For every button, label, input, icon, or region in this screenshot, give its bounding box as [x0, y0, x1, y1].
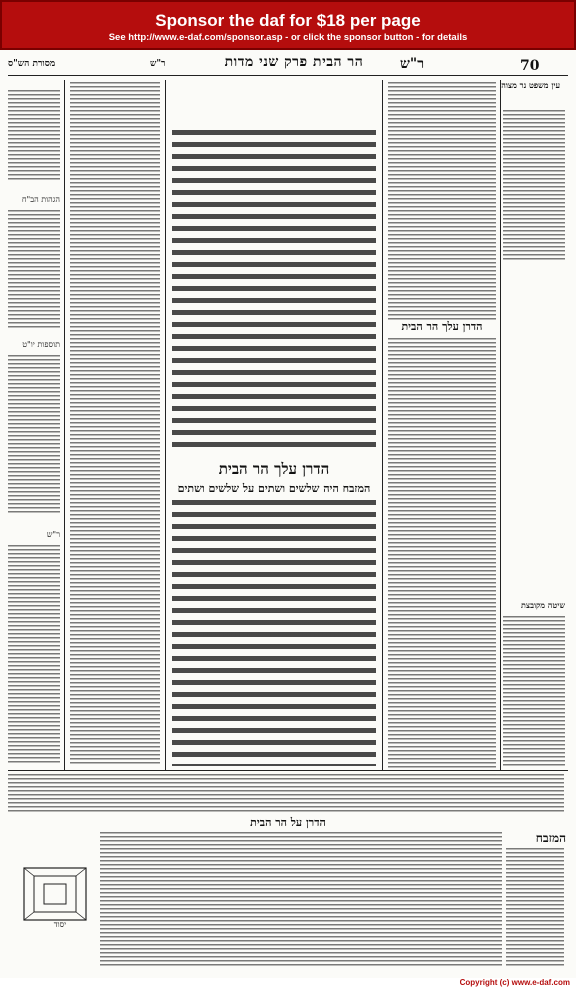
- margin-tosafot-yomtov: תוספות יו"ט: [22, 340, 60, 349]
- commentary-left: [70, 82, 160, 766]
- rule-right-margin: [500, 80, 501, 770]
- header-small-center: ר"ש: [150, 59, 166, 69]
- rule-right-commentary: [382, 80, 383, 770]
- folio-left-label: ר"ש: [400, 56, 425, 72]
- header-mesoret: מסורת הש"ס: [8, 59, 56, 69]
- running-head: הר הבית פרק שני מדות: [224, 54, 364, 70]
- commentary-right-upper: [388, 82, 496, 320]
- mishnah-opening: המזבח היה שלשים ושתים על שלשים ושתים: [172, 482, 376, 495]
- lower-text-main: [100, 832, 502, 968]
- sponsor-subtitle[interactable]: See http://www.e-daf.com/sponsor.asp - or click the sponsor button - for details: [108, 32, 468, 43]
- header-ein-mishpat: עין משפט נר מצוה: [501, 80, 560, 90]
- lower-text-right: [506, 848, 564, 968]
- commentary-hadran-title: הדרן עלך הר הבית: [388, 320, 496, 333]
- talmud-page: [0, 50, 576, 979]
- margin-shita-mekubetzet: שיטה מקובצת: [521, 600, 565, 610]
- main-hadran-title: הדרן עלך הר הבית: [172, 460, 376, 479]
- footer: [0, 978, 576, 990]
- margin-rash: ר"ש: [46, 530, 60, 539]
- folio-number: 70: [520, 58, 540, 74]
- commentary-right-lower: [388, 338, 496, 768]
- mesoret-text-4: [8, 545, 60, 765]
- mesoret-text-3: [8, 355, 60, 515]
- gemara-text-lower: [172, 500, 376, 766]
- rule-top: [8, 75, 568, 76]
- copyright-link[interactable]: Copyright (c) www.e-daf.com: [459, 978, 570, 987]
- mesoret-text-2: [8, 210, 60, 330]
- lower-text-upper: [8, 774, 564, 814]
- sponsor-banner[interactable]: [0, 0, 576, 50]
- lower-hadran-title: הדרן על הר הבית: [200, 816, 376, 829]
- shita-mekubetzet-text: [503, 616, 565, 766]
- ein-mishpat-text: [503, 110, 565, 260]
- gemara-text-upper: [172, 130, 376, 448]
- rule-left-commentary: [165, 80, 166, 770]
- diagram-label: יסוד: [53, 920, 67, 929]
- sponsor-title[interactable]: Sponsor the daf for $18 per page: [155, 11, 421, 30]
- altar-diagram: [20, 864, 90, 924]
- rule-lower-section: [8, 770, 568, 771]
- lower-opening-word: המזבח: [506, 831, 566, 846]
- mesoret-text-1: [8, 90, 60, 180]
- rule-left-margin: [64, 80, 65, 770]
- margin-hagahot-bach: הגהות הב"ח: [21, 195, 60, 204]
